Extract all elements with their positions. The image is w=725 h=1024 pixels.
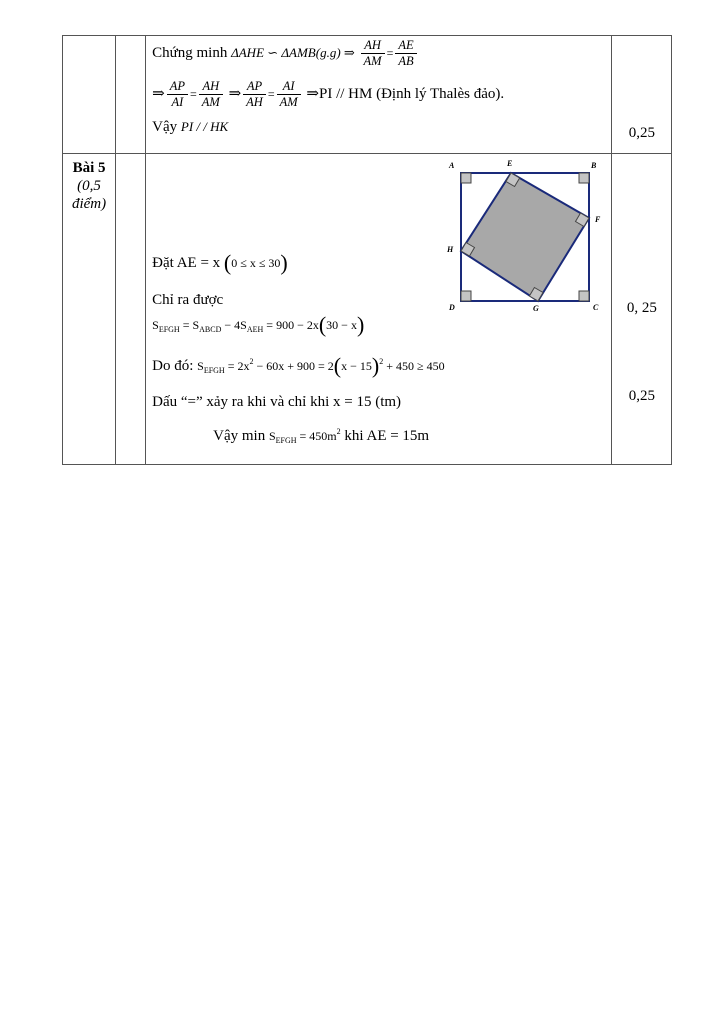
fraction: $\frac{AE}{AB}$ (395, 38, 416, 69)
label-b: B (591, 161, 597, 170)
fraction: $\frac{AI}{AM}$ (277, 79, 301, 110)
solution-line-3: $S_{EFGH} = S_{ABCD} - 4S_{AEH} = 900 - 2x(30 - x)$ (152, 312, 365, 337)
bai-cell (63, 154, 116, 465)
solution-line-2: Chỉ ra được (152, 292, 224, 308)
content-cell (146, 154, 612, 465)
solution-line-4: Do đó: $S_{EFGH} = 2x^2 - 60x + 900 = 2(x - 15)^2 + 450 \ge 450$ (152, 353, 445, 378)
label-h: H (447, 245, 454, 254)
score-value: 0, 25 (626, 300, 657, 316)
score-value: 0,25 (628, 388, 655, 404)
fraction: $\frac{AH}{AM}$ (361, 38, 385, 69)
square-figure (441, 156, 611, 311)
answer-sheet (62, 35, 672, 465)
square-efgh (461, 173, 589, 301)
sub-cell-empty (116, 154, 146, 465)
fraction: $\frac{AH}{AM}$ (199, 79, 223, 110)
fraction: $\frac{AP}{AI}$ (167, 79, 188, 110)
proof-line-2: ⇒ $\frac{AP}{AI}$ = $\frac{AH}{AM}$ ⇒ $\frac{AP}{AH}$ = $\frac{AI}{AM}$ ⇒PI // HM (Định lý Thalès đảo). (152, 79, 505, 109)
sub-cell-empty (116, 36, 146, 154)
right-angle-a (461, 173, 471, 183)
content-cell (146, 36, 612, 154)
score-cell (611, 36, 671, 154)
proof-line-1: Chứng minh ΔAHE ∽ ΔAMB(g.g) ⇒ $\frac{AH}{AM}$ = $\frac{AE}{AB}$ (152, 38, 419, 69)
label-f: F (595, 215, 601, 224)
similar-expression: ΔAHE ∽ ΔAMB(g.g) ⇒ (231, 44, 355, 60)
label-e: E (507, 159, 513, 168)
bai-points: (0,5 điểm) (71, 178, 107, 212)
label-a: A (449, 161, 455, 170)
bai-title: Bài 5 (72, 160, 106, 176)
proof-line-3: Vậy PI / / HK (152, 119, 229, 135)
table-row (63, 36, 672, 154)
label-c: C (593, 303, 599, 311)
table-row (63, 154, 672, 465)
solution-line-6: Vậy $\min S_{EFGH} = 450m^2$ khi AE = 15m (213, 427, 430, 445)
bai-cell-empty (63, 36, 116, 154)
fraction: $\frac{AP}{AH}$ (243, 79, 266, 110)
label-d: D (449, 303, 455, 311)
answer-table (62, 35, 672, 465)
solution-line-1: Đặt AE = x (0 ≤ x ≤ 30) (152, 250, 288, 275)
right-angle-d (461, 291, 471, 301)
label-g: G (533, 304, 539, 311)
right-angle-b (579, 173, 589, 183)
right-angle-c (579, 291, 589, 301)
score-cell (611, 154, 671, 465)
solution-line-5: Dấu “=” xảy ra khi và chỉ khi x = 15 (tm) (152, 394, 402, 410)
score-value: 0,25 (628, 125, 655, 141)
